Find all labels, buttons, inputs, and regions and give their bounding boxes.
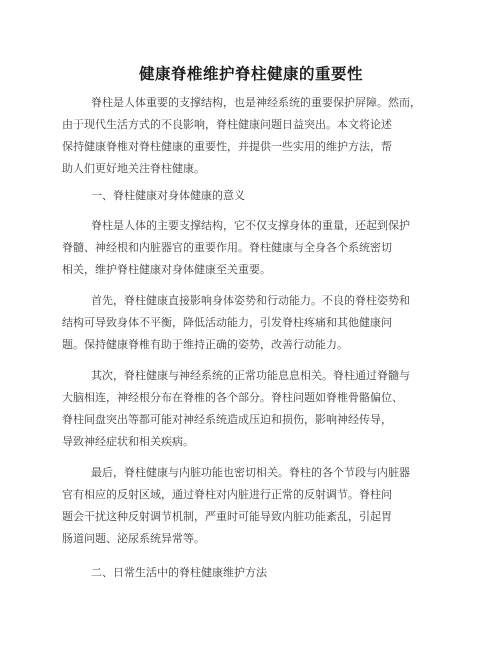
paragraph-line: 相关，维护脊柱健康对身体健康至关重要。 [62, 263, 271, 276]
paragraph-line: 官有相应的反射区域，通过脊柱对内脏进行正常的反射调节。脊柱问 [62, 488, 392, 501]
document-title: 健康脊椎维护脊柱健康的重要性 [138, 65, 363, 83]
paragraph-line: 题。保持健康脊椎有助于维持正确的姿势，改善行动能力。 [62, 338, 348, 351]
paragraph-line: 首先，脊柱健康直接影响身体姿势和行动能力。不良的脊柱姿势和 [91, 294, 410, 307]
paragraph-line: 大脑相连，神经根分布在脊椎的各个部分。脊柱问题如脊椎骨骼偏位、 [62, 391, 403, 404]
paragraph-line: 其次，脊柱健康与神经系统的正常功能息息相关。脊柱通过脊髓与 [91, 369, 410, 382]
paragraph-line: 脊柱间盘突出等都可能对神经系统造成压迫和损伤，影响神经传导， [62, 413, 392, 426]
paragraph-line: 脊柱是人体的主要支撑结构，它不仅支撑身体的重量，还起到保护 [91, 219, 410, 232]
paragraph-line: 题会干扰这种反射调节机制，严重时可能导致内脏功能紊乱，引起胃 [62, 510, 392, 523]
section-heading: 二、日常生活中的脊柱健康维护方法 [91, 566, 267, 579]
paragraph-line: 脊髓、神经根和内脏器官的重要作用。脊柱健康与全身各个系统密切 [62, 241, 392, 254]
paragraph-line: 导致神经症状和相关疾病。 [62, 435, 194, 448]
section-heading: 一、脊柱健康对身体健康的意义 [91, 189, 245, 202]
paragraph-line: 肠道问题、泌尿系统异常等。 [62, 532, 205, 545]
paragraph-line: 由于现代生活方式的不良影响，脊柱健康问题日益突出。本文将论述 [62, 118, 392, 131]
paragraph-line: 脊柱是人体重要的支撑结构，也是神经系统的重要保护屏障。然而， [91, 96, 421, 109]
paragraph-line: 助人们更好地关注脊柱健康。 [62, 162, 205, 175]
paragraph-line: 保持健康脊椎对脊柱健康的重要性，并提供一些实用的维护方法，帮 [62, 140, 392, 153]
paragraph-line: 结构可导致身体不平衡，降低活动能力，引发脊柱疼痛和其他健康问 [62, 316, 392, 329]
paragraph-line: 最后，脊柱健康与内脏功能也密切相关。脊柱的各个节段与内脏器 [91, 466, 410, 479]
